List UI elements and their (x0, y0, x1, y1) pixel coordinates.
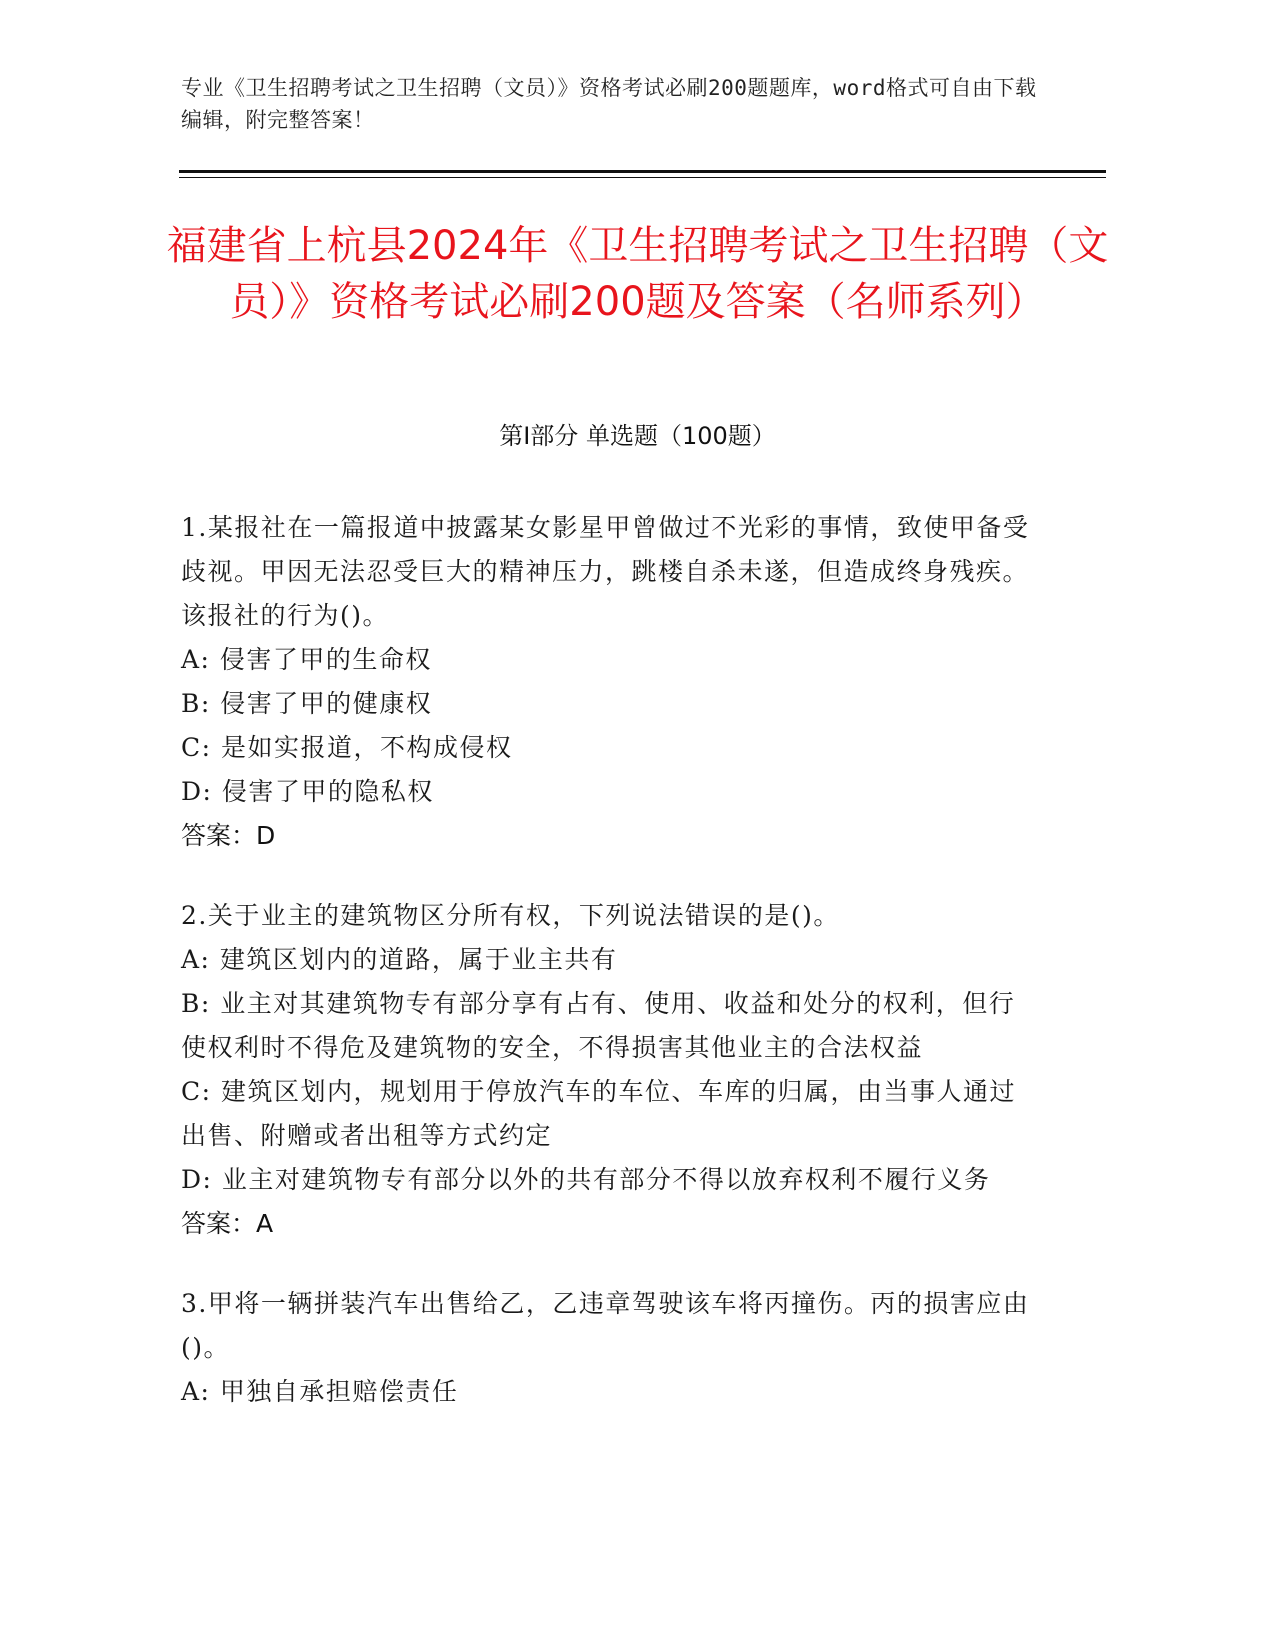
option-b: B: 业主对其建筑物专有部分享有占有、使用、收益和处分的权利，但行使权利时不得危及建筑物的安全，不得损害其他业主的合法权益 (181, 989, 1016, 1062)
question-list (181, 506, 1031, 1450)
document-title: 福建省上杭县2024年《卫生招聘考试之卫生招聘（文员）》资格考试必刷200题及答案（名师系列） (166, 223, 1109, 325)
option-a: A: 建筑区划内的道路，属于业主共有 (181, 945, 618, 974)
question-stem: 3.甲将一辆拼装汽车出售给乙，乙违章驾驶该车将丙撞伤。丙的损害应由()。 (181, 1289, 1030, 1362)
header-note: 专业《卫生招聘考试之卫生招聘（文员）》资格考试必刷200题题库，word格式可自由下载编辑，附完整答案！ (181, 76, 1037, 132)
header-rule-thin (179, 177, 1106, 178)
answer-key: 答案：A (181, 1209, 274, 1238)
header-rule-thick (179, 170, 1106, 173)
option-c: C: 是如实报道，不构成侵权 (181, 733, 513, 762)
question-1 (181, 506, 1031, 858)
option-d: D: 侵害了甲的隐私权 (181, 777, 434, 806)
option-b: B: 侵害了甲的健康权 (181, 689, 433, 718)
option-c: C: 建筑区划内，规划用于停放汽车的车位、车库的归属，由当事人通过出售、附赠或者出租等方式约定 (181, 1077, 1017, 1150)
option-d: D: 业主对建筑物专有部分以外的共有部分不得以放弃权利不履行义务 (181, 1165, 991, 1194)
question-2 (181, 894, 1031, 1246)
question-stem: 1.某报社在一篇报道中披露某女影星甲曾做过不光彩的事情，致使甲备受歧视。甲因无法忍受巨大的精神压力，跳楼自杀未遂，但造成终身残疾。该报社的行为()。 (181, 513, 1030, 630)
option-a: A: 侵害了甲的生命权 (181, 645, 432, 674)
question-stem: 2.关于业主的建筑物区分所有权，下列说法错误的是()。 (181, 901, 840, 930)
section-heading: 第I部分 单选题（100题） (499, 422, 776, 450)
question-3 (181, 1282, 1031, 1414)
option-a: A: 甲独自承担赔偿责任 (181, 1377, 459, 1406)
answer-key: 答案：D (181, 821, 276, 850)
